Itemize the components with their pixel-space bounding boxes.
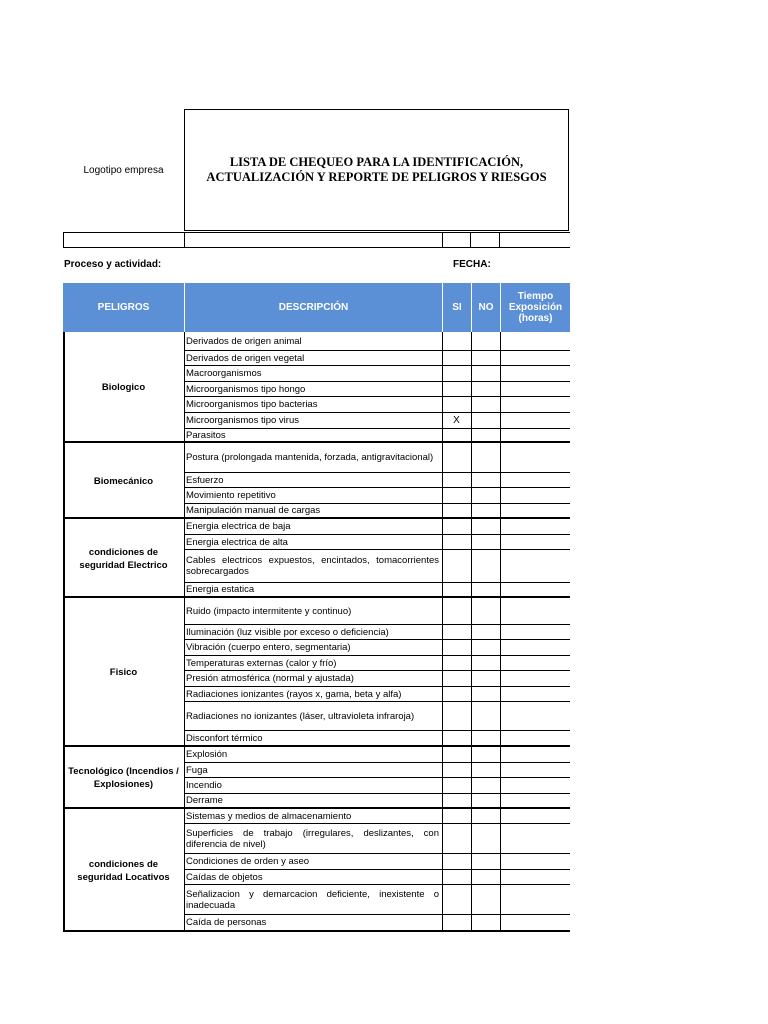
si-checkbox-cell[interactable]: X: [453, 415, 460, 426]
hazard-category: [63, 519, 184, 598]
hazard-description: [186, 429, 439, 441]
hazard-description-text: Caídas de objetos: [186, 871, 263, 883]
si-checkbox-cell[interactable]: [442, 429, 471, 441]
hazard-description: [186, 519, 439, 534]
table-row: [184, 640, 570, 656]
si-checkbox-cell[interactable]: [442, 397, 471, 412]
table-row: [184, 397, 570, 413]
si-checkbox-cell[interactable]: [442, 885, 471, 914]
exposure-hours-cell[interactable]: [501, 488, 570, 503]
table-row: [184, 429, 570, 443]
hazard-description-text: Fuga: [186, 764, 208, 776]
no-checkbox-cell[interactable]: [472, 397, 501, 412]
no-checkbox-cell[interactable]: [472, 366, 501, 381]
no-checkbox-cell[interactable]: [472, 429, 501, 441]
exposure-hours-cell[interactable]: [501, 535, 570, 549]
table-row: [184, 824, 570, 854]
si-checkbox-cell[interactable]: [442, 583, 471, 596]
si-checkbox-cell[interactable]: [442, 763, 471, 777]
si-checkbox-cell[interactable]: [442, 366, 471, 381]
si-checkbox-cell[interactable]: [442, 794, 471, 807]
exposure-hours-cell[interactable]: [501, 550, 570, 582]
col-tiempo-line-1: Tiempo: [517, 291, 554, 302]
table-row: [184, 382, 570, 397]
exposure-hours-cell[interactable]: [501, 332, 570, 350]
exposure-hours-cell[interactable]: [501, 809, 570, 823]
no-checkbox-cell[interactable]: [472, 443, 501, 472]
hazard-description: [186, 824, 439, 853]
col-si: SI: [443, 283, 472, 332]
hazard-description-text: Radiaciones no ionizantes (láser, ultravioleta infraroja): [186, 710, 415, 722]
date-label: FECHA:: [453, 259, 491, 270]
hazard-description-text: Microorganismos tipo bacterias: [186, 399, 318, 410]
hazard-description: [186, 778, 439, 793]
si-checkbox-cell[interactable]: [442, 535, 471, 549]
si-checkbox-cell[interactable]: [442, 443, 471, 472]
hazard-description-text: Señalizacion y demarcacion deficiente, inexistente o inadecuada: [186, 888, 439, 911]
table-row: [184, 854, 570, 870]
no-checkbox-cell[interactable]: [472, 794, 501, 807]
process-label: Proceso y actividad:: [64, 259, 162, 270]
si-checkbox-cell[interactable]: [442, 702, 471, 730]
exposure-hours-cell[interactable]: [501, 640, 570, 655]
no-checkbox-cell[interactable]: [472, 778, 501, 793]
hazard-description: [186, 687, 439, 701]
exposure-hours-cell[interactable]: [501, 671, 570, 686]
hazard-description: [186, 640, 439, 655]
hazard-category-line-2: seguridad Electrico: [79, 559, 168, 571]
exposure-hours-cell[interactable]: [501, 413, 570, 428]
exposure-hours-cell[interactable]: [501, 731, 570, 745]
hazard-description: [186, 351, 439, 365]
hazard-description-text: Explosión: [186, 749, 228, 760]
hazard-category-line-1: condiciones de: [88, 858, 159, 870]
hazard-description: [186, 885, 439, 914]
no-checkbox-cell[interactable]: [472, 824, 501, 853]
hazard-category-line-1: Biologico: [101, 382, 146, 393]
hazard-description-text: Movimiento repetitivo: [186, 490, 276, 501]
hazard-category-line-1: Biomecánico: [93, 475, 154, 487]
exposure-hours-cell[interactable]: [501, 915, 570, 930]
table-row: [184, 351, 570, 366]
hazard-category-line-1: Fisico: [109, 667, 138, 678]
hazard-description: [186, 656, 439, 670]
hazard-description: [186, 443, 439, 472]
no-checkbox-cell[interactable]: [472, 885, 501, 914]
hazard-description: [186, 366, 439, 381]
hazard-description-text: Incendio: [186, 780, 222, 791]
grid-vertical-line: [63, 332, 65, 932]
hazard-description-text: Vibración (cuerpo entero, segmentaria): [186, 642, 351, 653]
hazard-description-text: Manipulación manual de cargas: [186, 505, 321, 516]
grid-vertical-line: [500, 332, 501, 932]
hazard-description-text: Derivados de origen animal: [186, 335, 302, 347]
hazard-category-line-1: condiciones de: [88, 546, 159, 558]
hazard-description-text: Sistemas y medios de almacenamiento: [186, 810, 352, 822]
table-row: [184, 870, 570, 885]
hazard-category-line-2: Explosiones): [93, 779, 154, 790]
no-checkbox-cell[interactable]: [472, 625, 501, 639]
hazard-description-text: Postura (prolongada mantenida, forzada, antigravitacional): [186, 452, 434, 463]
table-row: [184, 656, 570, 671]
hazard-description: [186, 504, 439, 517]
hazard-description-text: Macroorganismos: [186, 368, 262, 379]
title-line-2: ACTUALIZACIÓN Y REPORTE DE PELIGROS Y RIESGOS: [206, 170, 547, 184]
si-checkbox-cell[interactable]: [442, 640, 471, 655]
hazard-category: [63, 747, 184, 809]
table-row: [184, 519, 570, 535]
table-row: [184, 443, 570, 473]
table-row: [184, 625, 570, 640]
hazard-description: [186, 731, 439, 745]
si-checkbox-cell[interactable]: [442, 519, 471, 534]
table-row: [184, 598, 570, 625]
si-checkbox-cell[interactable]: [442, 332, 471, 350]
exposure-hours-cell[interactable]: [501, 504, 570, 517]
grid-vertical-line: [442, 332, 443, 932]
exposure-hours-cell[interactable]: [501, 625, 570, 639]
exposure-hours-cell[interactable]: [501, 656, 570, 670]
hazard-description-text: Energia electrica de baja: [186, 521, 291, 532]
table-row: [184, 583, 570, 598]
no-checkbox-cell[interactable]: [472, 687, 501, 701]
hazard-description-text: Derrame: [186, 795, 223, 806]
si-checkbox-cell[interactable]: [442, 915, 471, 930]
table-row: [184, 687, 570, 702]
hazard-description-text: Condiciones de orden y aseo: [186, 856, 310, 867]
hazard-description-text: Caída de personas: [186, 917, 267, 928]
no-checkbox-cell[interactable]: [472, 854, 501, 869]
no-checkbox-cell[interactable]: [472, 583, 501, 596]
hazard-category-label: [77, 858, 169, 884]
hazard-description: [186, 747, 439, 762]
no-checkbox-cell[interactable]: [472, 640, 501, 655]
hazard-description: [186, 535, 439, 549]
exposure-hours-cell[interactable]: [501, 397, 570, 412]
col-tiempo-line-2: Exposición: [508, 302, 563, 313]
hazard-description: [186, 382, 439, 396]
table-row: [184, 504, 570, 519]
table-row: [184, 747, 570, 763]
hazard-category: [63, 598, 184, 747]
si-checkbox-cell[interactable]: [442, 824, 471, 853]
hazard-description-text: Derivados de origen vegetal: [186, 352, 305, 364]
hazard-description: [186, 473, 439, 487]
exposure-hours-cell[interactable]: [501, 687, 570, 701]
no-checkbox-cell[interactable]: [472, 535, 501, 549]
table-row: [184, 413, 570, 429]
document-title: [184, 109, 569, 231]
hazard-table: [63, 332, 570, 932]
no-checkbox-cell[interactable]: [472, 747, 501, 762]
hazard-description-text: Microorganismos tipo hongo: [186, 383, 306, 395]
exposure-hours-cell[interactable]: [501, 473, 570, 487]
table-row: [184, 535, 570, 550]
table-row: [184, 671, 570, 687]
hazard-description: [186, 413, 439, 428]
table-row: [184, 778, 570, 794]
hazard-description: [186, 794, 439, 807]
no-checkbox-cell[interactable]: [472, 504, 501, 517]
hazard-description-text: Temperaturas externas (calor y frío): [186, 657, 337, 669]
hazard-description-text: Parasitos: [186, 429, 226, 441]
no-checkbox-cell[interactable]: [472, 809, 501, 823]
no-checkbox-cell[interactable]: [472, 763, 501, 777]
si-checkbox-cell[interactable]: [442, 625, 471, 639]
no-checkbox-cell[interactable]: [472, 598, 501, 624]
col-descripcion: DESCRIPCIÓN: [185, 283, 443, 332]
hazard-description: [186, 915, 439, 930]
col-peligros: PELIGROS: [63, 283, 185, 332]
hazard-category-line-1: Tecnológico (Incendios /: [68, 766, 179, 777]
si-checkbox-cell[interactable]: [442, 488, 471, 503]
table-row: [184, 366, 570, 382]
exposure-hours-cell[interactable]: [501, 702, 570, 730]
company-logo-placeholder: Logotipo empresa: [83, 165, 164, 176]
si-checkbox-cell[interactable]: [442, 687, 471, 701]
no-checkbox-cell[interactable]: [472, 915, 501, 930]
exposure-hours-cell[interactable]: [501, 598, 570, 624]
hazard-description: [186, 870, 439, 884]
si-checkbox-cell[interactable]: [442, 351, 471, 365]
table-row: [184, 702, 570, 731]
hazard-description-text: Radiaciones ionizantes (rayos x, gama, beta y alfa): [186, 688, 402, 700]
si-checkbox-cell[interactable]: [442, 731, 471, 745]
exposure-hours-cell[interactable]: [501, 366, 570, 381]
exposure-hours-cell[interactable]: [501, 870, 570, 884]
hazard-category-label: [94, 475, 153, 488]
si-checkbox-cell[interactable]: [442, 656, 471, 670]
hazard-description-text: Presión atmosférica (normal y ajustada): [186, 673, 354, 684]
table-row: [184, 731, 570, 747]
no-checkbox-cell[interactable]: [472, 656, 501, 670]
hazard-description-text: Superficies de trabajo (irregulares, deslizantes, con diferencia de nivel): [186, 827, 439, 850]
hazard-description: [186, 488, 439, 503]
col-tiempo: [501, 283, 570, 332]
si-checkbox-cell[interactable]: [442, 382, 471, 396]
hazard-description-text: Esfuerzo: [186, 474, 224, 486]
hazard-description-text: Microorganismos tipo virus: [186, 415, 299, 426]
exposure-hours-cell[interactable]: [501, 824, 570, 853]
hazard-description: [186, 583, 439, 596]
no-checkbox-cell[interactable]: [472, 550, 501, 582]
title-line-1: LISTA DE CHEQUEO PARA LA IDENTIFICACIÓN,: [229, 155, 524, 169]
no-checkbox-cell[interactable]: [472, 671, 501, 686]
table-row: [184, 550, 570, 583]
hazard-description-text: Cables electricos expuestos, encintados, tomacorrientes sobrecargados: [186, 555, 439, 577]
hazard-description: [186, 671, 439, 686]
table-row: [184, 885, 570, 915]
no-checkbox-cell[interactable]: [472, 351, 501, 365]
no-checkbox-cell[interactable]: [472, 332, 501, 350]
hazard-category: [63, 443, 184, 519]
table-row: [184, 794, 570, 809]
table-row: [184, 332, 570, 351]
table-row: [184, 488, 570, 504]
hazard-description-text: Energia electrica de alta: [186, 536, 288, 548]
si-checkbox-cell[interactable]: [442, 778, 471, 793]
exposure-hours-cell[interactable]: [501, 382, 570, 396]
meta-row: [63, 255, 570, 275]
table-header: [63, 283, 570, 332]
hazard-category: [63, 809, 184, 932]
no-checkbox-cell[interactable]: [472, 702, 501, 730]
hazard-description: [186, 809, 439, 823]
hazard-category: [63, 332, 184, 443]
exposure-hours-cell[interactable]: [501, 885, 570, 914]
hazard-description: [186, 598, 439, 624]
hazard-description: [186, 702, 439, 730]
no-checkbox-cell[interactable]: [472, 413, 501, 428]
hazard-description: [186, 625, 439, 639]
table-row: [184, 915, 570, 932]
exposure-hours-cell[interactable]: [501, 443, 570, 472]
exposure-hours-cell[interactable]: [501, 583, 570, 596]
si-checkbox-cell[interactable]: [442, 747, 471, 762]
col-tiempo-line-3: (horas): [518, 313, 553, 324]
hazard-category-line-2: seguridad Locativos: [77, 871, 170, 883]
exposure-hours-cell[interactable]: [501, 351, 570, 365]
grid-vertical-line: [184, 332, 185, 932]
category-divider: [63, 930, 184, 932]
hazard-category-label: [102, 381, 145, 394]
exposure-hours-cell[interactable]: [501, 429, 570, 441]
exposure-hours-cell[interactable]: [501, 763, 570, 777]
spacer-row: [63, 232, 570, 247]
exposure-hours-cell[interactable]: [501, 854, 570, 869]
no-checkbox-cell[interactable]: [472, 382, 501, 396]
no-checkbox-cell[interactable]: [472, 731, 501, 745]
exposure-hours-cell[interactable]: [501, 794, 570, 807]
exposure-hours-cell[interactable]: [501, 519, 570, 534]
table-row: [184, 473, 570, 488]
hazard-description: [186, 763, 439, 777]
si-checkbox-cell[interactable]: [442, 671, 471, 686]
hazard-category-label: [110, 666, 137, 679]
hazard-description-text: Ruido (impacto intermitente y continuo): [186, 605, 352, 617]
grid-vertical-line: [471, 332, 472, 932]
hazard-description-text: Disconfort térmico: [186, 732, 263, 744]
hazard-category-label: [79, 546, 167, 572]
si-checkbox-cell[interactable]: [442, 598, 471, 624]
si-checkbox-cell[interactable]: [442, 550, 471, 582]
si-checkbox-cell[interactable]: [442, 809, 471, 823]
hazard-description: [186, 397, 439, 412]
hazard-description-text: Iluminación (luz visible por exceso o deficiencia): [186, 626, 389, 638]
table-row: [184, 763, 570, 778]
hazard-description: [186, 550, 439, 582]
hazard-description: [186, 854, 439, 869]
exposure-hours-cell[interactable]: [501, 747, 570, 762]
si-checkbox-cell[interactable]: [442, 854, 471, 869]
hazard-category-label: [68, 765, 179, 791]
col-no: NO: [472, 283, 501, 332]
table-row: [184, 809, 570, 824]
si-checkbox-cell[interactable]: [442, 870, 471, 884]
no-checkbox-cell[interactable]: [472, 870, 501, 884]
hazard-description-text: Energia estatica: [186, 584, 255, 595]
hazard-description: [186, 332, 439, 350]
no-checkbox-cell[interactable]: [472, 473, 501, 487]
exposure-hours-cell[interactable]: [501, 778, 570, 793]
si-checkbox-cell[interactable]: [442, 504, 471, 517]
si-checkbox-cell[interactable]: [442, 473, 471, 487]
no-checkbox-cell[interactable]: [472, 519, 501, 534]
no-checkbox-cell[interactable]: [472, 488, 501, 503]
